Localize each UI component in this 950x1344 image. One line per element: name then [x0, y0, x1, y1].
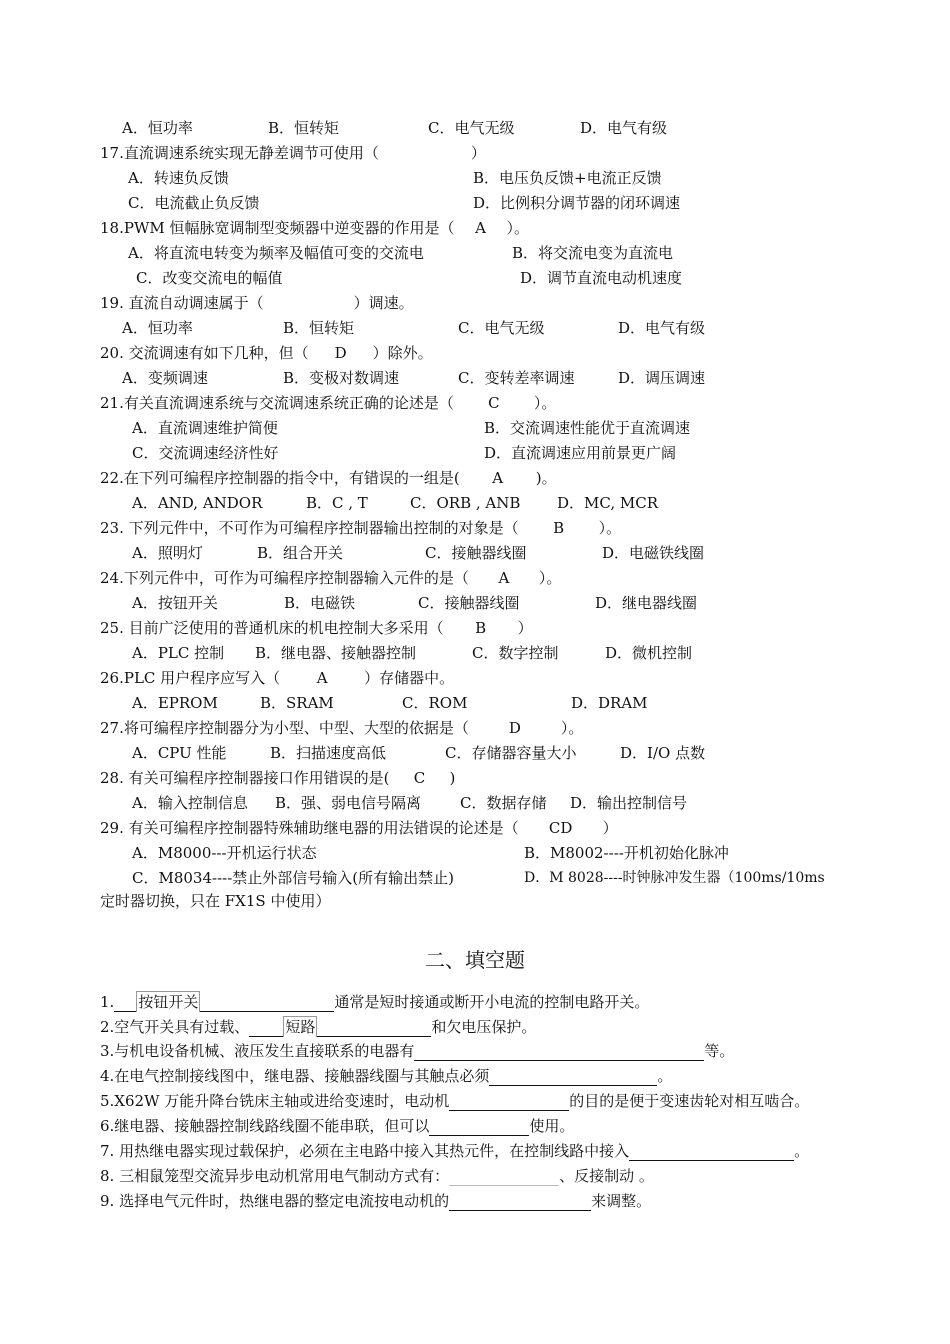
q19-option-b: B．恒转矩 — [283, 319, 355, 337]
q26-answer: A — [316, 669, 328, 687]
q27-option-a: A．CPU 性能 — [132, 744, 227, 762]
q26-option-c: C．ROM — [402, 694, 468, 712]
fill-8-blank — [449, 1167, 559, 1186]
q25-answer: B — [475, 619, 487, 637]
q23-answer: B — [553, 519, 565, 537]
q19-option-c: C．电气无级 — [458, 319, 545, 337]
q16-option-c: C．电气无级 — [428, 119, 515, 137]
fill-5: 5.X62W 万能升降台铣床主轴或进给变速时，电动机 的目的是便于变速齿轮对相互啮合。 — [100, 1092, 810, 1110]
q21-option-d: D．直流调速应用前景更广阔 — [484, 444, 677, 462]
fill-4: 4.在电气控制接线图中，继电器、接触器线圈与其触点必须 。 — [100, 1067, 673, 1085]
q21-stem: 21.有关直流调速系统与交流调速系统正确的论述是（ C ）。 — [100, 394, 557, 412]
q21-option-c: C．交流调速经济性好 — [132, 444, 279, 462]
q21-option-b: B．交流调速性能优于直流调速 — [484, 419, 691, 437]
q29-option-d: D．M 8028----时钟脉冲发生器（100ms/10ms — [524, 870, 825, 886]
q24-option-c: C．接触器线圈 — [418, 594, 520, 612]
q24-stem: 24.下列元件中，可作为可编程序控制器输入元件的是（ A ）。 — [100, 569, 562, 587]
q22-option-d: D．MC, MCR — [557, 494, 658, 512]
fill-3-blank — [414, 1042, 704, 1061]
q21-answer: C — [488, 394, 500, 412]
q25-option-c: C．数字控制 — [472, 644, 559, 662]
q25-stem: 25. 目前广泛使用的普通机床的机电控制大多采用（ B ） — [100, 619, 533, 637]
q17-stem: 17.直流调速系统实现无静差调节可使用（ ） — [100, 144, 486, 162]
q18-stem: 18.PWM 恒幅脉宽调制型变频器中逆变器的作用是（ A ）。 — [100, 219, 530, 237]
q19-stem: 19. 直流自动调速属于（ ）调速。 — [100, 294, 414, 312]
q22-option-a: A．AND, ANDOR — [132, 494, 263, 512]
q16-option-a: A．恒功率 — [122, 119, 193, 137]
q29-answer: CD — [548, 819, 573, 837]
q28-option-b: B．强、弱电信号隔离 — [275, 794, 422, 812]
fill-6: 6.继电器、接触器控制线路线圈不能串联，但可以 使用。 — [100, 1117, 575, 1135]
q28-option-a: A．输入控制信息 — [132, 794, 248, 812]
q22-option-c: C．ORB , ANB — [410, 494, 521, 512]
q23-option-c: C．接触器线圈 — [425, 544, 527, 562]
q29-option-d-continued: 定时器切换，只在 FX1S 中使用） — [100, 892, 331, 910]
q29-option-c: C．M8034----禁止外部信号输入(所有输出禁止) — [132, 869, 454, 887]
q24-option-a: A．按钮开关 — [132, 594, 218, 612]
q23-option-a: A．照明灯 — [132, 544, 203, 562]
q22-stem: 22.在下列可编程序控制器的指令中，有错误的一组是( A )。 — [100, 469, 557, 487]
q17-option-d: D．比例积分调节器的闭环调速 — [473, 194, 681, 212]
q29-option-a: A．M8000---开机运行状态 — [132, 844, 317, 862]
fill-1-answer: 按钮开关 — [138, 993, 199, 1011]
fill-2-answer: 短路 — [285, 1018, 316, 1036]
q20-answer: D — [334, 344, 347, 362]
q28-option-c: C．数据存储 — [460, 794, 547, 812]
fill-7: 7. 用热继电器实现过载保护，必须在主电路中接入其热元件，在控制线路中接入 。 — [100, 1142, 810, 1160]
q18-option-c: C．改变交流电的幅值 — [136, 269, 283, 287]
q27-answer: D — [508, 719, 521, 737]
q17-option-a: A．转速负反馈 — [128, 169, 229, 187]
q17-option-c: C．电流截止负反馈 — [128, 194, 260, 212]
fill-6-blank — [429, 1117, 529, 1136]
q28-answer: C — [413, 769, 426, 787]
q21-option-a: A．直流调速维护简便 — [132, 419, 278, 437]
q24-option-d: D．继电器线圈 — [595, 594, 698, 612]
q19-option-a: A．恒功率 — [122, 319, 193, 337]
fill-3: 3.与机电设备机械、液压发生直接联系的电器有 等。 — [100, 1042, 735, 1060]
fill-2: 2.空气开关具有过载、 短路 和欠电压保护。 — [100, 1018, 537, 1036]
q18-option-d: D．调节直流电动机速度 — [520, 269, 683, 287]
q17-option-b: B．电压负反馈+电流正反馈 — [473, 169, 662, 187]
q18-answer: A — [475, 219, 486, 237]
q27-option-d: D．I/O 点数 — [620, 744, 706, 762]
q18-option-b: B．将交流电变为直流电 — [512, 244, 674, 262]
q18-option-a: A．将直流电转变为频率及幅值可变的交流电 — [128, 244, 424, 262]
q25-option-a: A．PLC 控制 — [132, 644, 225, 662]
q26-option-a: A．EPROM — [132, 694, 218, 712]
q24-option-b: B．电磁铁 — [284, 594, 356, 612]
q28-stem: 28. 有关可编程序控制器接口作用错误的是( C ) — [100, 769, 456, 787]
q20-stem: 20. 交流调速有如下几种，但（ D ）除外。 — [100, 344, 433, 362]
fill-7-blank — [629, 1142, 794, 1161]
q20-option-c: C．变转差率调速 — [458, 369, 575, 387]
q22-option-b: B．C , T — [306, 494, 368, 512]
q23-stem: 23. 下列元件中，不可作为可编程序控制器输出控制的对象是（ B ）。 — [100, 519, 622, 537]
q25-option-d: D．微机控制 — [605, 644, 693, 662]
fill-9-blank — [449, 1192, 591, 1211]
q27-option-b: B．扫描速度高低 — [270, 744, 387, 762]
q26-option-b: B．SRAM — [260, 694, 334, 712]
q20-option-d: D．调压调速 — [618, 369, 706, 387]
q29-stem: 29. 有关可编程序控制器特殊辅助继电器的用法错误的论述是（ CD ） — [100, 819, 618, 837]
fill-4-blank — [489, 1067, 657, 1086]
section-title: 二、填空题 — [425, 948, 525, 972]
fill-5-blank — [449, 1092, 569, 1111]
fill-9: 9. 选择电气元件时，热继电器的整定电流按电动机的 来调整。 — [100, 1192, 652, 1210]
q19-option-d: D．电气有级 — [618, 319, 706, 337]
q25-option-b: B．继电器、接触器控制 — [255, 644, 417, 662]
q20-option-a: A．变频调速 — [122, 369, 208, 387]
q27-option-c: C．存储器容量大小 — [445, 744, 577, 762]
q24-answer: A — [498, 569, 510, 587]
q29-option-b: B．M8002----开机初始化脉冲 — [524, 844, 729, 862]
q20-option-b: B．变极对数调速 — [283, 369, 400, 387]
q16-option-d: D．电气有级 — [580, 119, 668, 137]
q23-option-d: D．电磁铁线圈 — [602, 544, 705, 562]
fill-8: 8. 三相鼠笼型交流异步电动机常用电气制动方式有： 、反接制动 。 — [100, 1167, 654, 1185]
q28-option-d: D．输出控制信号 — [570, 794, 688, 812]
q27-stem: 27.将可编程序控制器分为小型、中型、大型的依据是（ D ）。 — [100, 719, 584, 737]
q26-option-d: D．DRAM — [571, 694, 648, 712]
q26-stem: 26.PLC 用户程序应写入（ A ）存储器中。 — [100, 669, 455, 687]
q23-option-b: B．组合开关 — [257, 544, 344, 562]
q16-option-b: B．恒转矩 — [268, 119, 340, 137]
q22-answer: A — [492, 469, 504, 487]
fill-1: 1. 按钮开关 通常是短时接通或断开小电流的控制电路开关。 — [100, 993, 650, 1011]
